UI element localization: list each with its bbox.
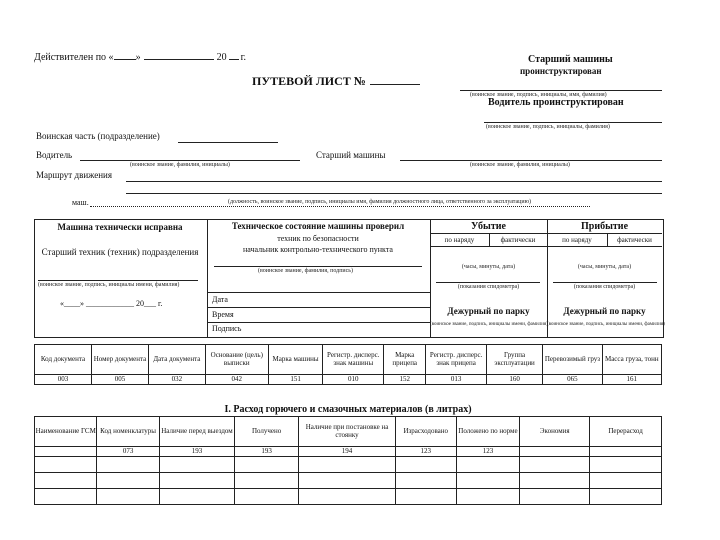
dep-caption-mileage: (показания спидометра) bbox=[457, 284, 520, 290]
doc-header: Марка машины bbox=[268, 345, 323, 375]
route-line-2 bbox=[126, 193, 662, 194]
caption-rank-sign-2: (воинское звание, фамилия, подпись) bbox=[258, 268, 354, 274]
driver-label: Водитель bbox=[36, 150, 73, 160]
fuel-code bbox=[35, 447, 97, 457]
arr-duty-park: Дежурный по парку bbox=[563, 306, 646, 316]
tech-state: Техническое состояние машины проверил bbox=[231, 221, 405, 231]
doc-header: Перевозимый груз bbox=[543, 345, 602, 375]
fuel-code: 194 bbox=[299, 447, 396, 457]
dep-by-order: по наряду bbox=[444, 236, 475, 244]
safety-tech: техник по безопасности bbox=[277, 234, 359, 243]
dep-duty-park: Дежурный по парку bbox=[447, 306, 530, 316]
machine-ok: Машина технически исправна bbox=[57, 222, 183, 232]
arr-caption-hours: (часы, минуты, дата) bbox=[577, 264, 632, 270]
date-field-label: Дата bbox=[212, 295, 228, 304]
doc-code: 003 bbox=[35, 375, 92, 385]
car-dotline bbox=[90, 206, 590, 207]
fuel-code: 193 bbox=[159, 447, 234, 457]
dep-caption-duty: (воинское звание, подпись, инициалы имени, фамилия) bbox=[430, 322, 548, 327]
page-title: ПУТЕВОЙ ЛИСТ № bbox=[252, 74, 420, 89]
doc-code: 032 bbox=[148, 375, 205, 385]
doc-header: Номер документа bbox=[91, 345, 148, 375]
sign-field-label: Подпись bbox=[212, 324, 242, 333]
fuel-header: Наименование ГСМ bbox=[35, 417, 97, 447]
doc-code: 161 bbox=[602, 375, 661, 385]
fuel-code: 073 bbox=[97, 447, 159, 457]
senior-driver-label: Старший машины bbox=[528, 54, 613, 65]
doc-header: Группа эксплуатации bbox=[486, 345, 542, 375]
doc-code: 065 bbox=[543, 375, 602, 385]
doc-code: 013 bbox=[426, 375, 487, 385]
car-label: маш. bbox=[72, 198, 89, 207]
fuel-section-title: I. Расход горючего и смазочных материалов (в литрах) bbox=[224, 404, 472, 415]
route-line-1 bbox=[126, 181, 662, 182]
arrival-label: Прибытие bbox=[580, 221, 629, 232]
doc-header: Регистр. дисперс. знак прицепа bbox=[426, 345, 487, 375]
fuel-code bbox=[590, 447, 662, 457]
fuel-row bbox=[35, 473, 662, 489]
instructed-label: проинструктирован bbox=[520, 66, 602, 76]
dep-caption-hours: (часы, минуты, дата) bbox=[461, 264, 516, 270]
fuel-code bbox=[520, 447, 590, 457]
fuel-row bbox=[35, 489, 662, 505]
fuel-table bbox=[34, 416, 662, 505]
doc-header: Марка прицепа bbox=[384, 345, 426, 375]
fuel-row bbox=[35, 457, 662, 473]
kpp-chief: начальник контрольно-технического пункта bbox=[243, 245, 393, 254]
unit-line bbox=[178, 142, 278, 143]
caption-driver: (воинское звание, фамилия, инициалы) bbox=[130, 162, 230, 168]
fuel-code: 123 bbox=[456, 447, 520, 457]
doc-header: Регистр. дисперс. знак машины bbox=[323, 345, 384, 375]
fuel-header: Экономия bbox=[520, 417, 590, 447]
caption-rank-sign: (воинское звание, подпись, инициалы, фамилия) bbox=[486, 124, 610, 130]
departure-label: Убытие bbox=[471, 221, 506, 232]
driver-sign-line bbox=[484, 122, 662, 123]
date-line: «____» ____________ 20___ г. bbox=[60, 299, 163, 308]
senior-sign-line bbox=[460, 90, 662, 91]
doc-header: Основание (цель) выписки bbox=[205, 345, 268, 375]
fuel-header: Получено bbox=[235, 417, 299, 447]
route-label: Маршрут движения bbox=[36, 170, 113, 180]
doc-header: Код документа bbox=[35, 345, 92, 375]
caption-rank-name: (воинское звание, подпись, инициалы, имя, фамилия) bbox=[470, 92, 607, 98]
unit-label: Воинская часть (подразделение) bbox=[36, 131, 160, 141]
caption-tech: (воинское звание, подпись, инициалы имени, фамилия) bbox=[38, 282, 180, 288]
arr-by-order: по наряду bbox=[562, 236, 592, 244]
doc-table bbox=[34, 344, 662, 385]
doc-code: 160 bbox=[486, 375, 542, 385]
driver-instructed-label: Водитель проинструктирован bbox=[488, 97, 624, 108]
senior-tech: Старший техник (техник) подразделения bbox=[41, 247, 199, 257]
time-field-label: Время bbox=[212, 310, 234, 319]
fuel-header: Наличие при постановке на стоянку bbox=[299, 417, 396, 447]
doc-header: Дата документа bbox=[148, 345, 205, 375]
driver-line bbox=[80, 160, 300, 161]
senior-label: Старший машины bbox=[316, 150, 386, 160]
doc-header: Масса груза, тонн bbox=[602, 345, 661, 375]
doc-code: 010 bbox=[323, 375, 384, 385]
arr-caption-mileage: (показания спидометра) bbox=[573, 284, 636, 290]
valid-until: Действителен по « » 20 г. bbox=[34, 52, 247, 63]
caption-senior: (воинское звание, фамилия, инициалы) bbox=[470, 162, 570, 168]
arr-caption-duty: (воинское звание, подпись, инициалы имени, фамилия) bbox=[547, 322, 665, 327]
dep-actual: фактически bbox=[500, 236, 536, 244]
arr-actual: фактически bbox=[617, 236, 652, 244]
fuel-code: 193 bbox=[235, 447, 299, 457]
caption-car: (должность, воинское звание, подпись, инициалы имя, фамилия должностного лица, ответственного за эксплуатацию) bbox=[228, 199, 532, 205]
fuel-header: Наличие перед выездом bbox=[159, 417, 234, 447]
doc-code: 005 bbox=[91, 375, 148, 385]
doc-code: 152 bbox=[384, 375, 426, 385]
doc-code: 151 bbox=[268, 375, 323, 385]
fuel-header: Положено по норме bbox=[456, 417, 520, 447]
doc-code: 042 bbox=[205, 375, 268, 385]
fuel-header: Код номенклатуры bbox=[97, 417, 159, 447]
fuel-code: 123 bbox=[396, 447, 457, 457]
fuel-header: Перерасход bbox=[590, 417, 662, 447]
fuel-header: Израсходовано bbox=[396, 417, 457, 447]
senior-line bbox=[400, 160, 662, 161]
